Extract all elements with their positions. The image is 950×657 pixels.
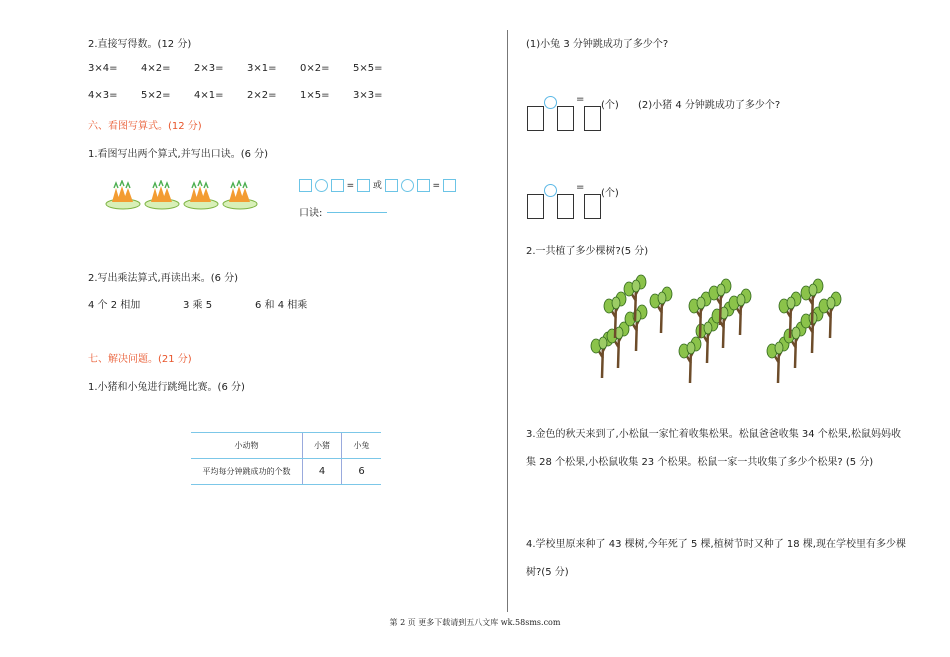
calc-item: 4×1= (194, 90, 224, 101)
question-4-line-2: 树?(5 分) (526, 567, 569, 578)
table-cell: 平均每分钟跳成功的个数 (191, 459, 303, 485)
carrot-bowl-icon (145, 181, 179, 209)
calc-item: 5×2= (141, 90, 171, 101)
question-3-line-2: 集 28 个松果,小松鼠收集 23 个松果。松鼠一家一共收集了多少个松果? (5 分) (526, 457, 874, 468)
answer-box[interactable] (584, 194, 601, 219)
page-footer: 第 2 页 更多下载请到五八文库 wk.58sms.com (389, 618, 561, 627)
koujue-label: 口诀: (299, 208, 323, 219)
question-2-trees: 2.一共植了多少棵树?(5 分) (526, 246, 649, 257)
carrot-bowls-image (104, 180, 264, 212)
calc-item: 2×3= (194, 63, 224, 74)
calc-item: 2×2= (247, 90, 277, 101)
table-header-cell: 小猪 (303, 433, 342, 459)
tree-icon (767, 337, 789, 383)
carrot-bowl-icon (184, 181, 218, 209)
operator-circle[interactable] (544, 96, 557, 109)
or-label: 或 (372, 181, 382, 191)
answer-box[interactable] (357, 179, 370, 192)
table-row (191, 459, 381, 485)
table-header-row (191, 433, 381, 459)
unit-label: (个) (601, 100, 619, 111)
question-2-title: 2.直接写得数。(12 分) (88, 39, 192, 50)
table-header-cell: 小兔 (342, 433, 382, 459)
sub-question-1: (1)小兔 3 分钟跳成功了多少个? (526, 39, 669, 50)
answer-box[interactable] (557, 106, 574, 131)
carrot-bowl-icon (106, 181, 140, 209)
unit-label: (个) (601, 188, 619, 199)
answer-line (584, 106, 600, 107)
multiplication-item: 3 乘 5 (183, 300, 213, 311)
question-3-line-1: 3.金色的秋天来到了,小松鼠一家忙着收集松果。松鼠爸爸收集 34 个松果,松鼠妈妈收 (526, 429, 901, 440)
column-divider (507, 30, 508, 612)
section-6-question-1: 1.看图写出两个算式,并写出口诀。(6 分) (88, 149, 269, 160)
section-7-question-1: 1.小猪和小兔进行跳绳比赛。(6 分) (88, 382, 245, 393)
operator-circle[interactable] (401, 179, 414, 192)
table-cell: 6 (342, 459, 382, 485)
calc-item: 0×2= (300, 63, 330, 74)
equals-sign: = (576, 94, 585, 105)
sub-question-2: (2)小猪 4 分钟跳成功了多少个? (638, 100, 781, 111)
calc-item: 1×5= (300, 90, 330, 101)
calc-item: 4×2= (141, 63, 171, 74)
operator-circle[interactable] (315, 179, 328, 192)
section-6-question-2: 2.写出乘法算式,再读出来。(6 分) (88, 273, 239, 284)
carrot-bowl-icon (223, 181, 257, 209)
section-7-title: 七、解决问题。(21 分) (88, 354, 192, 365)
jump-rope-table (191, 432, 381, 485)
answer-box[interactable] (443, 179, 456, 192)
calc-item: 3×3= (353, 90, 383, 101)
operator-circle[interactable] (544, 184, 557, 197)
koujue-answer-line[interactable] (327, 212, 387, 213)
trees-image (590, 268, 870, 383)
section-6-title: 六、看图写算式。(12 分) (88, 121, 202, 132)
answer-box[interactable] (417, 179, 430, 192)
equals-sign: = (576, 182, 585, 193)
calc-item: 5×5= (353, 63, 383, 74)
tree-icon (650, 287, 672, 333)
answer-box[interactable] (584, 106, 601, 131)
answer-box[interactable] (557, 194, 574, 219)
equals-sign: = (432, 181, 440, 191)
answer-box[interactable] (331, 179, 344, 192)
multiplication-item: 6 和 4 相乘 (255, 300, 308, 311)
table-cell: 4 (303, 459, 342, 485)
equation-boxes (299, 178, 456, 192)
multiplication-item: 4 个 2 相加 (88, 300, 141, 311)
answer-box[interactable] (527, 194, 544, 219)
table-header-cell: 小动物 (191, 433, 303, 459)
equals-sign: = (346, 181, 355, 191)
calc-item: 3×1= (247, 63, 277, 74)
answer-box[interactable] (385, 179, 398, 192)
answer-line (584, 194, 600, 195)
answer-box[interactable] (527, 106, 544, 131)
tree-icon (679, 337, 701, 383)
answer-box[interactable] (299, 179, 312, 192)
calc-item: 3×4= (88, 63, 118, 74)
calc-item: 4×3= (88, 90, 118, 101)
question-4-line-1: 4.学校里原来种了 43 棵树,今年死了 5 棵,植树节时又种了 18 棵,现在学校里有多少棵 (526, 539, 906, 550)
